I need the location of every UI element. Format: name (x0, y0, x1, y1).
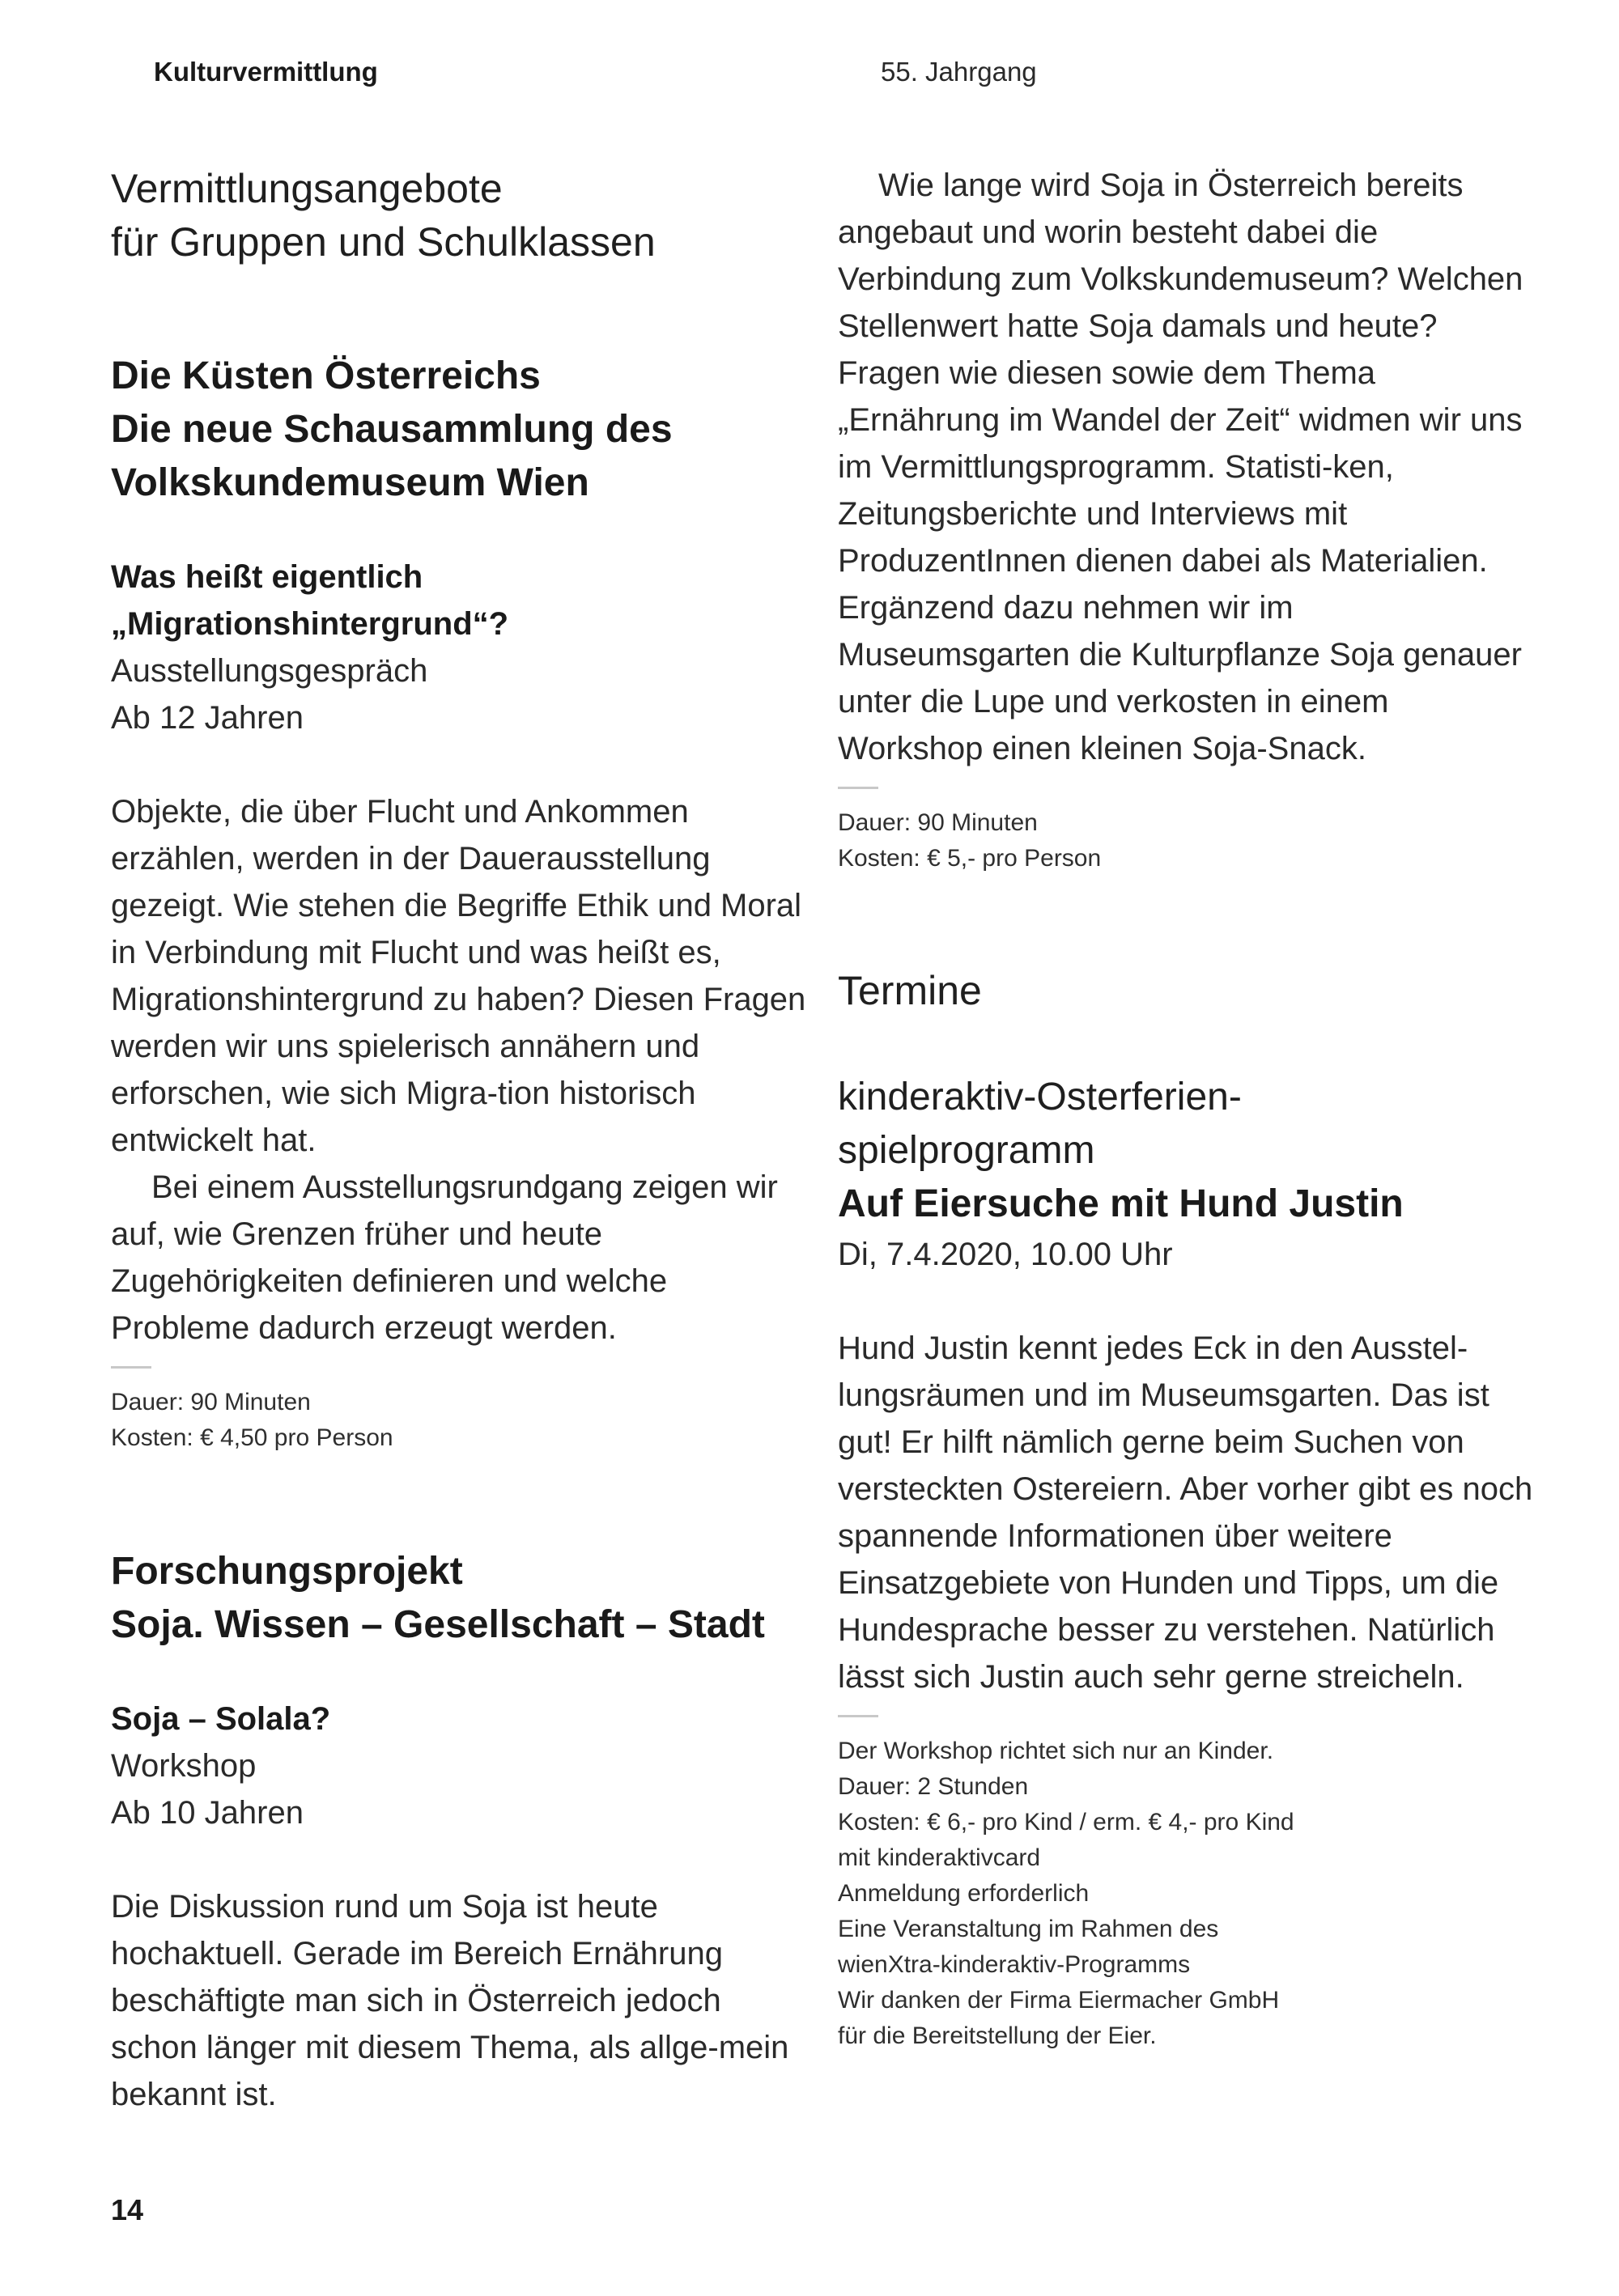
info-line: Wir danken der Firma Eiermacher GmbH (838, 1987, 1280, 2014)
body-paragraph: Die Diskussion rund um Soja ist heute hochaktuell. Gerade im Bereich Ernährung beschäftigte man sich in Österreich jedoch schon länger mit diesem Thema, als allge-mein bekannt ist. (111, 1889, 789, 2112)
heading-line: Die neue Schausammlung des (111, 408, 673, 451)
running-header-section: Kulturvermittlung (154, 57, 378, 87)
body-paragraph: Objekte, die über Flucht und Ankommen erzählen, werden in der Dauerausstellung gezeigt. Wie stehen die Begriffe Ethik und Moral in Verbindung mit Flucht und was heißt es, Migrationshintergrund zu haben? Diesen Fragen werden wir uns spielerisch annähern und erforschen, wie sich Migra-tion historisch entwickelt hat. (111, 794, 806, 1158)
subtitle-line: „Migrationshintergrund“? (111, 606, 509, 642)
separator-rule (838, 1715, 878, 1717)
age-range: Ab 10 Jahren (111, 1795, 304, 1831)
heading-line: Volkskundemuseum Wien (111, 461, 589, 504)
heading-osterferien (838, 1071, 1534, 1231)
info-line: Kosten: € 6,- pro Kind / erm. € 4,- pro Kind (838, 1809, 1294, 1836)
heading-kuesten (111, 350, 807, 510)
page-number: 14 (111, 2193, 144, 2226)
section-title-termine: Termine (838, 968, 982, 1013)
heading-line: Soja. Wissen – Gesellschaft – Stadt (111, 1603, 765, 1646)
info-cost: Kosten: € 5,- pro Person (838, 845, 1102, 872)
info-line: wienXtra-kinderaktiv-Programms (838, 1951, 1191, 1978)
event-date: Di, 7.4.2020, 10.00 Uhr (838, 1237, 1173, 1272)
left-column (111, 162, 807, 2118)
heading-line: kinderaktiv-Osterferien- (838, 1076, 1242, 1118)
body-paragraph: Wie lange wird Soja in Österreich bereits angebaut und worin besteht dabei die Verbindung zum Volkskundemuseum? Welchen Stellenwert hatte Soja damals und heute? Fragen wie diesen sowie dem Thema „Ernährung im Wandel der Zeit“ widmen wir uns im Vermittlungsprogramm. Statisti-ken, Zeitungsberichte und Interviews mit ProduzentInnen dienen dabei als Materialien. Ergänzend dazu nehmen wir im Museumsgarten die Kulturpflanze Soja genauer unter die Lupe und verkosten in einem Workshop einen kleinen Soja-Snack. (838, 168, 1523, 766)
heading-forschungsprojekt (111, 1545, 807, 1652)
running-header-volume: 55. Jahrgang (881, 57, 1037, 87)
separator-rule (111, 1366, 151, 1369)
section-title-line: für Gruppen und Schulklassen (111, 219, 656, 265)
subtitle-line: Was heißt eigentlich (111, 559, 423, 595)
info-line: Dauer: 2 Stunden (838, 1773, 1029, 1800)
right-column (838, 162, 1534, 2054)
heading-line: spielprogramm (838, 1129, 1095, 1172)
info-line: Eine Veranstaltung im Rahmen des (838, 1916, 1219, 1942)
separator-rule (838, 787, 878, 789)
subtitle-soja: Soja – Solala? (111, 1701, 331, 1737)
section-title-line: Vermittlungsangebote (111, 166, 503, 211)
event-type: Ausstellungsgespräch (111, 653, 428, 689)
body-paragraph: Hund Justin kennt jedes Eck in den Ausstel-lungsräumen und im Museumsgarten. Das ist gut! Er hilft nämlich gerne beim Suchen von versteckten Ostereiern. Aber vorher gibt es noch spannende Informationen über weitere Einsatzgebiete von Hunden und Tipps, um die Hundesprache besser zu verstehen. Natürlich lässt sich Justin auch sehr gerne streicheln. (838, 1330, 1533, 1695)
info-line: Anmeldung erforderlich (838, 1880, 1090, 1907)
section-title-vermittlung (111, 162, 807, 269)
body-paragraph: Bei einem Ausstellungsrundgang zeigen wir auf, wie Grenzen früher und heute Zugehörigkeiten definieren und welche Probleme dadurch erzeugt werden. (111, 1169, 778, 1346)
heading-line: Auf Eiersuche mit Hund Justin (838, 1182, 1404, 1225)
info-cost: Kosten: € 4,50 pro Person (111, 1424, 393, 1451)
age-range: Ab 12 Jahren (111, 700, 304, 736)
event-type: Workshop (111, 1748, 257, 1784)
info-line: Der Workshop richtet sich nur an Kinder. (838, 1738, 1274, 1764)
subtitle-migration (111, 554, 807, 647)
heading-line: Forschungsprojekt (111, 1550, 463, 1593)
info-duration: Dauer: 90 Minuten (111, 1389, 311, 1415)
event-info (838, 1734, 1534, 2054)
info-line: mit kinderaktivcard (838, 1844, 1041, 1871)
info-duration: Dauer: 90 Minuten (838, 809, 1038, 836)
heading-line: Die Küsten Österreichs (111, 354, 541, 397)
info-line: für die Bereitstellung der Eier. (838, 2022, 1157, 2049)
